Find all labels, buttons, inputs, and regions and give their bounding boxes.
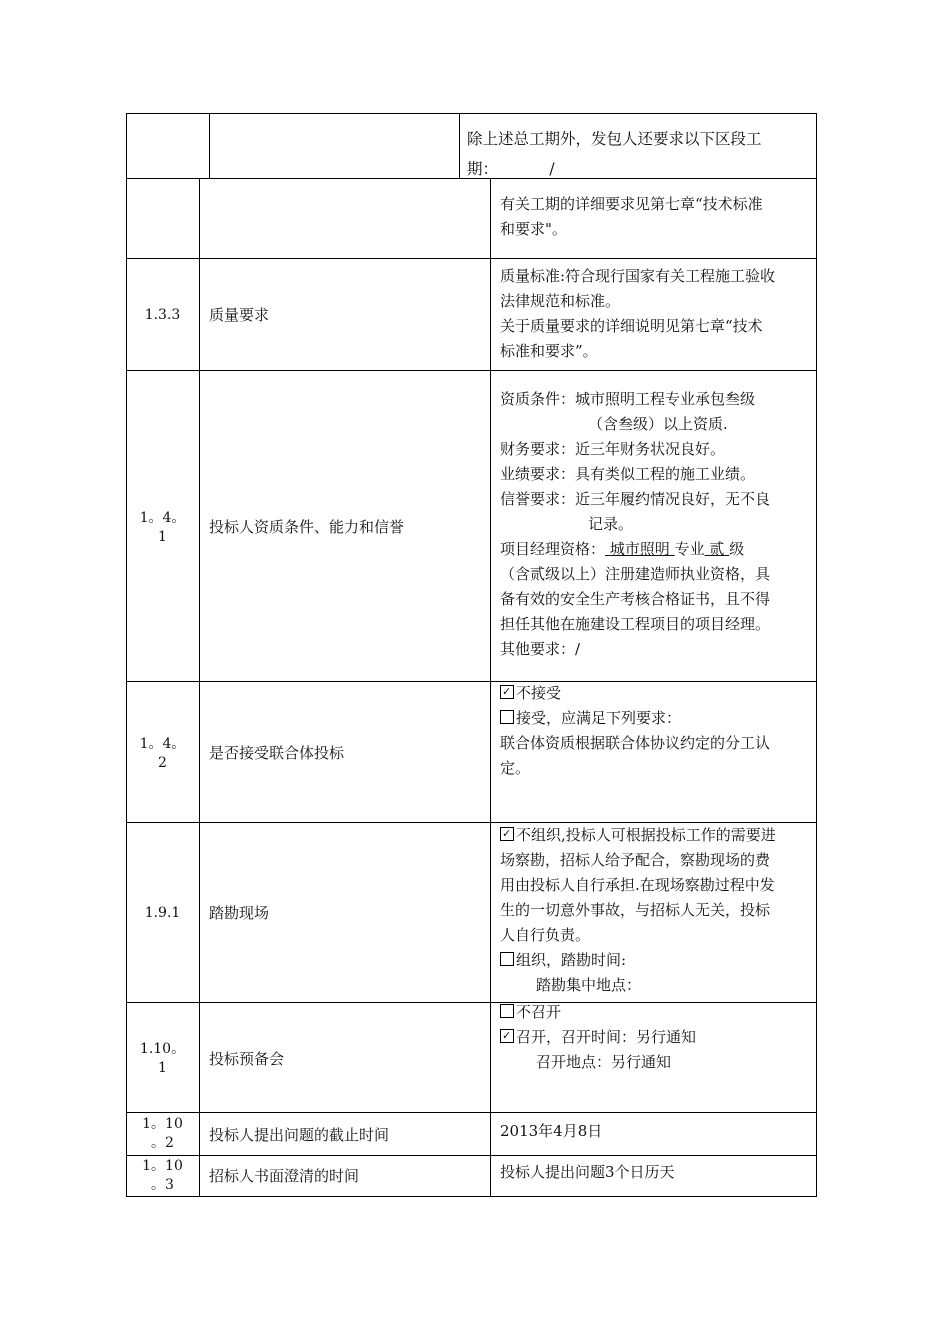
row4-finance: 财务要求：近三年财务状况良好。 <box>500 440 726 458</box>
row7-option-hold-label: 召开，召开时间：另行通知 <box>516 1028 697 1046</box>
row4-pm-field-text: 城市照明 <box>609 540 670 558</box>
row1-period-value: / <box>549 160 555 178</box>
row9-number <box>126 1157 199 1195</box>
row7-name <box>209 1048 484 1070</box>
row3-name-text: 质量要求 <box>209 306 270 324</box>
row4-pm-grade <box>705 540 730 558</box>
row4-credit-line2: 记录。 <box>588 515 634 533</box>
row3-line2: 法律规范和标准。 <box>500 292 621 310</box>
row5-number-line2: 2 <box>158 755 167 771</box>
row8-number-line1: 1。10 <box>142 1116 183 1132</box>
row6-line5: 人自行负责。 <box>500 926 591 944</box>
row8-name-text: 投标人提出问题的截止时间 <box>209 1126 390 1144</box>
row1-line1: 除上述总工期外，发包人还要求以下区段工 <box>467 130 762 148</box>
row4-content <box>500 387 812 662</box>
row7-number-line1: 1.10。 <box>139 1041 186 1057</box>
row3-content <box>500 264 812 364</box>
checkbox-icon <box>500 710 514 724</box>
row3-name <box>209 304 484 326</box>
row1-content <box>467 124 812 184</box>
row3-line1: 质量标准:符合现行国家有关工程施工验收 <box>500 267 776 285</box>
row4-pm-end: 级 <box>729 540 745 558</box>
row4-performance: 业绩要求：具有类似工程的施工业绩。 <box>500 465 756 483</box>
row7-option-none <box>500 1000 812 1025</box>
grid-line <box>126 370 817 371</box>
row6-option-none <box>500 823 812 848</box>
row3-number <box>126 306 199 325</box>
row9-text: 投标人提出问题3个日历天 <box>500 1163 675 1181</box>
row4-name-text: 投标人资质条件、能力和信誉 <box>209 518 405 536</box>
checked-box-icon: ✓ <box>500 685 514 699</box>
row8-number-line2: 。2 <box>151 1135 174 1151</box>
row7-line3: 召开地点：另行通知 <box>536 1053 672 1071</box>
row5-number-line1: 1。4。 <box>139 736 186 752</box>
row5-option-reject <box>500 681 812 706</box>
row9-content <box>500 1160 812 1185</box>
row4-pm-field <box>605 540 675 558</box>
row4-pm-line2: （含贰级以上）注册建造师执业资格，具 <box>500 565 771 583</box>
grid-line <box>199 178 200 1197</box>
row6-line2: 场察勘，招标人给予配合，察勘现场的费 <box>500 851 771 869</box>
row7-number-line2: 1 <box>158 1060 167 1076</box>
row4-name <box>209 516 484 538</box>
row4-other: 其他要求：/ <box>500 640 581 658</box>
row7-content <box>500 1000 812 1075</box>
checked-box-icon: ✓ <box>500 1029 514 1043</box>
row2-content <box>500 192 812 242</box>
row4-number-line1: 1。4。 <box>139 510 186 526</box>
row8-name <box>209 1124 484 1146</box>
row9-number-line1: 1。10 <box>142 1158 183 1174</box>
checked-box-icon: ✓ <box>500 827 514 841</box>
row4-pm-line3: 备有效的安全生产考核合格证书，且不得 <box>500 590 771 608</box>
row3-number-text: 1.3.3 <box>144 307 181 323</box>
row5-line3: 联合体资质根据联合体协议约定的分工认 <box>500 734 771 752</box>
checkbox-icon <box>500 952 514 966</box>
row9-number-line2: 。3 <box>151 1177 174 1193</box>
row5-option-accept <box>500 706 812 731</box>
row5-name-text: 是否接受联合体投标 <box>209 744 345 762</box>
row5-name <box>209 742 484 764</box>
row5-option-accept-label: 接受，应满足下列要求： <box>516 709 682 727</box>
grid-line <box>126 1155 817 1156</box>
row6-line7: 踏勘集中地点： <box>536 976 642 994</box>
checkbox-icon <box>500 1004 514 1018</box>
row9-name-text: 招标人书面澄清的时间 <box>209 1167 360 1185</box>
row6-option-none-label: 不组织,投标人可根据投标工作的需要进 <box>516 826 776 844</box>
row7-option-hold <box>500 1025 812 1050</box>
grid-line <box>459 113 460 179</box>
row8-number <box>126 1115 199 1153</box>
row4-pm-label: 项目经理资格： <box>500 540 606 558</box>
row6-number-text: 1.9.1 <box>144 905 181 921</box>
row4-qual-line1: 资质条件：城市照明工程专业承包叁级 <box>500 390 756 408</box>
row6-name <box>209 902 484 924</box>
row5-line4: 定。 <box>500 759 531 777</box>
row7-option-none-label: 不召开 <box>516 1003 562 1021</box>
row8-content <box>500 1119 812 1144</box>
row5-option-reject-label: 不接受 <box>516 684 562 702</box>
row4-pm-line4: 担任其他在施建设工程项目的项目经理。 <box>500 615 771 633</box>
row4-pm-mid: 专业 <box>674 540 705 558</box>
row1-period-blank <box>498 160 606 179</box>
row3-line3: 关于质量要求的详细说明见第七章“技术 <box>500 317 763 335</box>
row4-number <box>126 509 199 547</box>
row4-credit-line1: 信誉要求：近三年履约情况良好，无不良 <box>500 490 771 508</box>
row2-line2: 和要求"。 <box>500 220 567 238</box>
grid-line <box>209 113 210 179</box>
row6-number <box>126 904 199 923</box>
row4-pm-grade-text: 贰 <box>709 540 725 558</box>
row6-name-text: 踏勘现场 <box>209 904 270 922</box>
row1-line2 <box>467 154 812 184</box>
row1-period-label: 期： <box>467 160 499 178</box>
grid-line <box>126 258 817 259</box>
row8-date: 2013年4月8日 <box>500 1122 603 1140</box>
row5-content <box>500 681 812 781</box>
row7-number <box>126 1040 199 1078</box>
row3-line4: 标准和要求”。 <box>500 342 598 360</box>
row5-number <box>126 735 199 773</box>
row6-line4: 生的一切意外事故，与招标人无关，投标 <box>500 901 771 919</box>
row6-content <box>500 823 812 998</box>
row4-number-line2: 1 <box>158 529 167 545</box>
row6-line3: 用由投标人自行承担.在现场察勘过程中发 <box>500 876 775 894</box>
row6-option-organize-label: 组织，踏勘时间: <box>516 951 627 969</box>
row4-pm-line1 <box>500 537 812 562</box>
row4-qual-line2: （含叁级）以上资质. <box>588 415 728 433</box>
grid-line <box>490 178 491 1197</box>
grid-line <box>126 1112 817 1113</box>
row9-name <box>209 1165 484 1187</box>
row7-name-text: 投标预备会 <box>209 1050 285 1068</box>
row6-option-organize <box>500 948 812 973</box>
row2-line1: 有关工期的详细要求见第七章“技术标准 <box>500 195 763 213</box>
